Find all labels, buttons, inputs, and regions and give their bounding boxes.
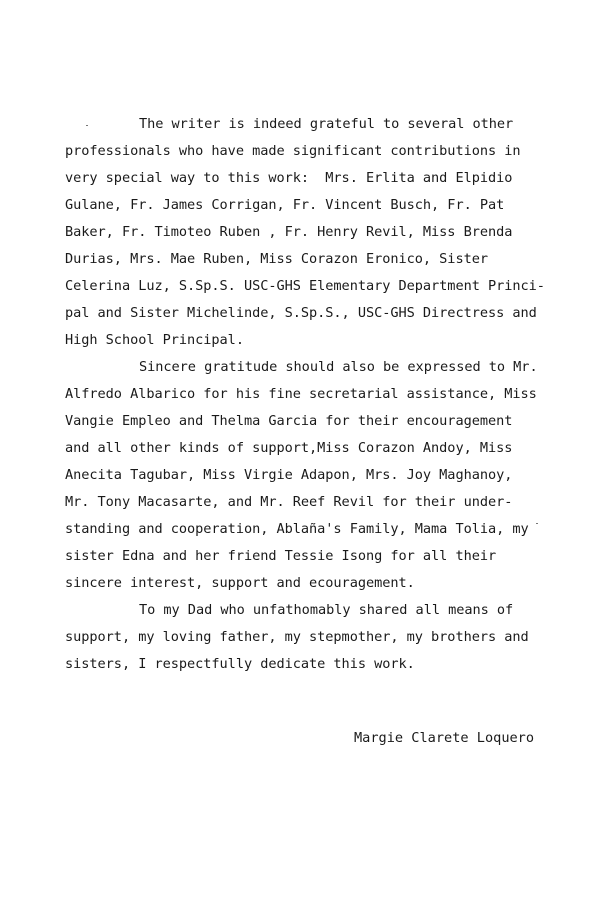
paragraph-3-line-1: To my Dad who unfathomably shared all means of (139, 602, 514, 618)
paragraph-1-line-2: professionals who have made significant contributions in (65, 143, 521, 159)
paragraph-2-line-5: Anecita Tagubar, Miss Virgie Adapon, Mrs. Joy Maghanoy, (65, 467, 513, 483)
scan-speck (536, 523, 538, 524)
paragraph-3-line-2: support, my loving father, my stepmother, my brothers and (65, 629, 529, 645)
paragraph-2-line-4: and all other kinds of support,Miss Corazon Andoy, Miss (65, 440, 513, 456)
paragraph-2-line-7: standing and cooperation, Ablaña's Family, Mama Tolia, my (65, 521, 529, 537)
scan-speck (86, 125, 88, 126)
paragraph-1-line-3: very special way to this work: Mrs. Erlita and Elpidio (65, 170, 513, 186)
paragraph-1-line-4: Gulane, Fr. James Corrigan, Fr. Vincent Busch, Fr. Pat (65, 197, 505, 213)
paragraph-2-line-2: Alfredo Albarico for his fine secretarial assistance, Miss (65, 386, 537, 402)
paragraph-1-line-8: pal and Sister Michelinde, S.Sp.S., USC-GHS Directress and (65, 305, 537, 321)
paragraph-1-line-1: The writer is indeed grateful to several other (139, 116, 514, 132)
paragraph-2-line-6: Mr. Tony Macasarte, and Mr. Reef Revil for their under- (65, 494, 513, 510)
paragraph-2-line-1: Sincere gratitude should also be expressed to Mr. (139, 359, 538, 375)
paragraph-2-line-8: sister Edna and her friend Tessie Isong for all their (65, 548, 497, 564)
paragraph-1-line-9: High School Principal. (65, 332, 244, 348)
signature: Margie Clarete Loquero (354, 730, 535, 746)
paragraph-2-line-3: Vangie Empleo and Thelma Garcia for their encouragement (65, 413, 513, 429)
paragraph-1-line-5: Baker, Fr. Timoteo Ruben , Fr. Henry Revil, Miss Brenda (65, 224, 513, 240)
paragraph-1-line-7: Celerina Luz, S.Sp.S. USC-GHS Elementary Department Princi- (65, 278, 545, 294)
paragraph-3-line-3: sisters, I respectfully dedicate this work. (65, 656, 415, 672)
paragraph-2-line-9: sincere interest, support and ecouragement. (65, 575, 415, 591)
paragraph-1-line-6: Durias, Mrs. Mae Ruben, Miss Corazon Eronico, Sister (65, 251, 488, 267)
